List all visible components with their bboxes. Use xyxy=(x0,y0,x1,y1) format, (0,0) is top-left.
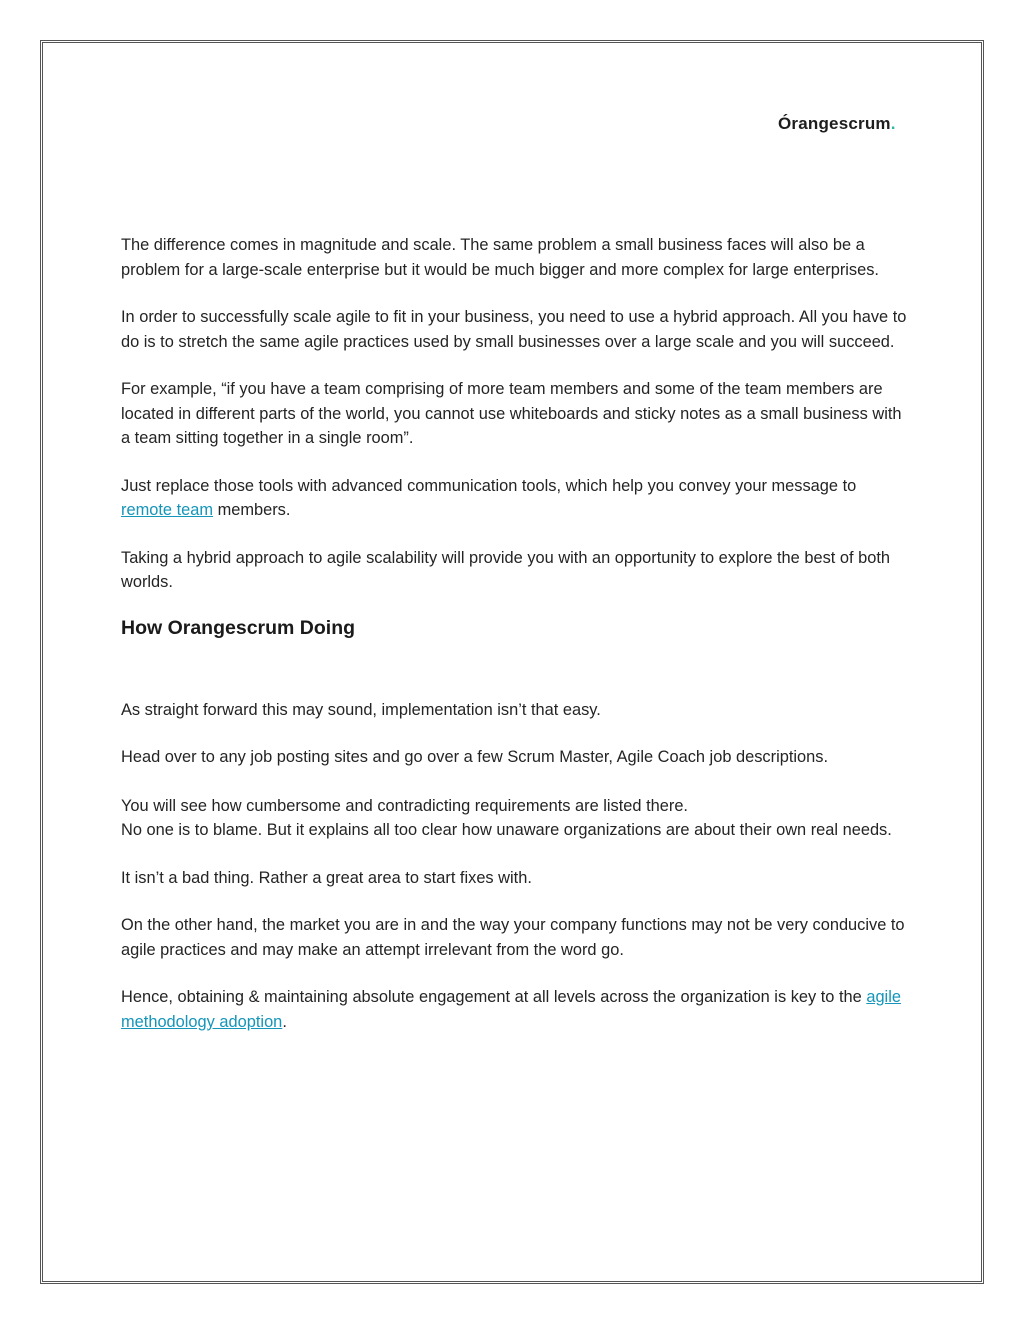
paragraph-8-line-2: No one is to blame. But it explains all too clear how unaware organizations are about their own real needs. xyxy=(121,821,892,839)
section-heading: How Orangescrum Doing xyxy=(121,616,356,639)
paragraph-5: Taking a hybrid approach to agile scalability will provide you with an opportunity to explore the best of both worlds. xyxy=(121,548,890,591)
paragraph-11-text-after: . xyxy=(282,1012,287,1031)
heading-spacer xyxy=(121,641,911,698)
logo-dot: . xyxy=(890,114,896,133)
paragraph-11-text-before: Hence, obtaining & maintaining absolute engagement at all levels across the organization is key to the xyxy=(121,988,867,1006)
paragraph-8-line-1: You will see how cumbersome and contradicting requirements are listed there. xyxy=(121,796,688,815)
logo-text: Órangescrum xyxy=(778,114,891,133)
paragraph-8 xyxy=(121,794,911,843)
remote-team-link[interactable]: remote team xyxy=(121,501,214,519)
paragraph-4-text-after: members. xyxy=(213,501,291,519)
paragraph-11 xyxy=(121,985,911,1034)
paragraph-6: As straight forward this may sound, implementation isn’t that easy. xyxy=(121,700,601,719)
paragraph-9: It isn’t a bad thing. Rather a great area to start fixes with. xyxy=(121,868,532,887)
document-body xyxy=(121,233,911,1057)
paragraph-10: On the other hand, the market you are in and the way your company functions may not be very conducive to agile practices and may make an attempt irrelevant from the word go. xyxy=(121,916,905,959)
paragraph-3: For example, “if you have a team comprising of more team members and some of the team members are located in different parts of the world, you cannot use whiteboards and sticky notes as a small business with a team sitting together in a single room”. xyxy=(121,380,902,447)
paragraph-4 xyxy=(121,474,911,523)
paragraph-7: Head over to any job posting sites and go over a few Scrum Master, Agile Coach job descriptions. xyxy=(121,748,828,766)
paragraph-1: The difference comes in magnitude and scale. The same problem a small business faces will also be a problem for a large-scale enterprise but it would be much bigger and more complex for large enterprises. xyxy=(121,236,879,279)
orangescrum-logo xyxy=(778,114,896,134)
paragraph-4-text-before: Just replace those tools with advanced communication tools, which help you convey your message to xyxy=(121,476,857,495)
agile-methodology-adoption-link[interactable]: agile methodology adoption xyxy=(121,988,901,1031)
paragraph-2: In order to successfully scale agile to fit in your business, you need to use a hybrid approach. All you have to do is to stretch the same agile practices used by small businesses over a large scale and you will succeed. xyxy=(121,308,907,351)
